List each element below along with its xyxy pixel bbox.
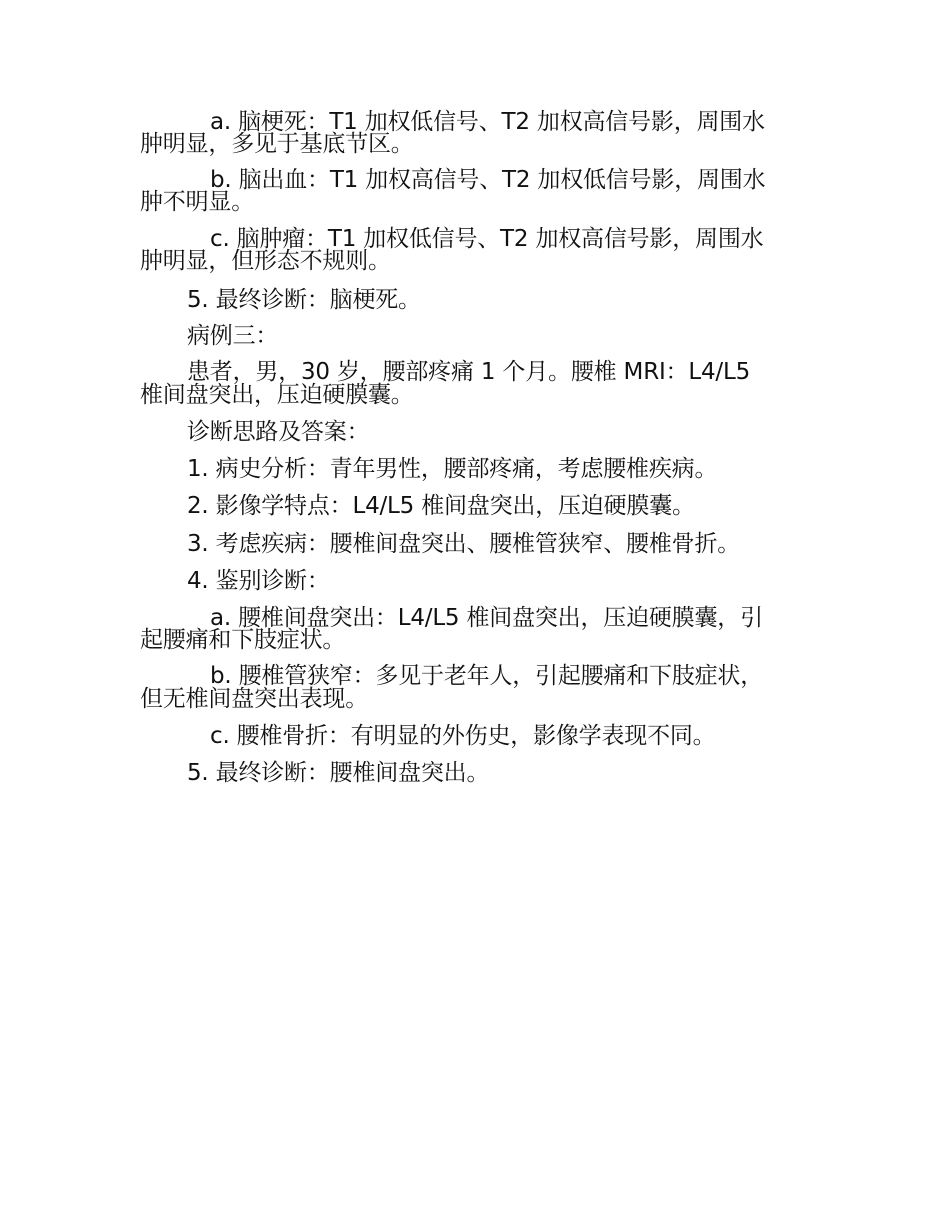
text-line-brain-tumor: c. 脑肿瘤：T1 加权低信号、T2 加权高信号影，周围水 (210, 226, 764, 252)
text-line-brain-hemorrhage-continued: 肿不明显。 (140, 189, 255, 215)
text-line-lumbar-disc-herniation-continued: 起腰痛和下肢症状。 (140, 627, 346, 653)
text-line-imaging-features: 2. 影像学特点：L4/L5 椎间盘突出，压迫硬膜囊。 (187, 493, 695, 519)
text-line-lumbar-disc-herniation: a. 腰椎间盘突出：L4/L5 椎间盘突出，压迫硬膜囊，引 (210, 605, 763, 631)
text-line-final-diagnosis-1: 5. 最终诊断：脑梗死。 (187, 287, 421, 313)
text-line-lumbar-spinal-stenosis: b. 腰椎管狭窄：多见于老年人，引起腰痛和下肢症状， (210, 663, 764, 689)
text-line-diagnosis-approach-heading: 诊断思路及答案： (187, 419, 370, 445)
text-line-patient-description: 患者，男，30 岁，腰部疼痛 1 个月。腰椎 MRI：L4/L5 (187, 359, 750, 385)
text-line-considered-diseases: 3. 考虑疾病：腰椎间盘突出、腰椎管狭窄、腰椎骨折。 (187, 531, 741, 557)
text-line-differential-diagnosis-heading: 4. 鉴别诊断： (187, 568, 330, 594)
text-line-patient-description-continued: 椎间盘突出，压迫硬膜囊。 (140, 382, 414, 408)
text-line-brain-infarction-continued: 肿明显，多见于基底节区。 (140, 131, 414, 157)
text-line-brain-infarction: a. 脑梗死：T1 加权低信号、T2 加权高信号影，周围水 (210, 109, 765, 135)
text-line-case-three-heading: 病例三： (187, 323, 279, 349)
text-line-history-analysis: 1. 病史分析：青年男性，腰部疼痛，考虑腰椎疾病。 (187, 456, 718, 482)
text-line-brain-tumor-continued: 肿明显，但形态不规则。 (140, 248, 391, 274)
text-line-brain-hemorrhage: b. 脑出血：T1 加权高信号、T2 加权低信号影，周围水 (210, 167, 766, 193)
text-line-lumbar-spinal-stenosis-continued: 但无椎间盘突出表现。 (140, 686, 369, 712)
text-line-final-diagnosis-2: 5. 最终诊断：腰椎间盘突出。 (187, 760, 490, 786)
text-line-lumbar-fracture: c. 腰椎骨折：有明显的外伤史，影像学表现不同。 (210, 723, 716, 749)
